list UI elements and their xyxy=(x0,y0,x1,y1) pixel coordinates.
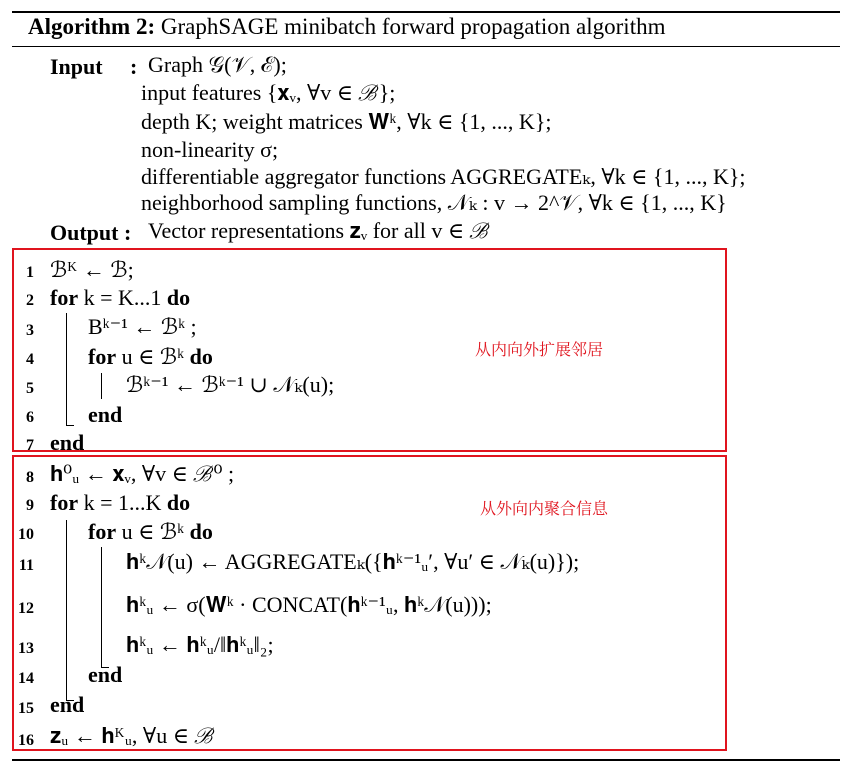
algorithm-name: GraphSAGE minibatch forward propagation algorithm xyxy=(160,14,666,39)
step-line: end xyxy=(88,662,123,687)
line-number: 12 xyxy=(18,600,34,617)
step-line: end xyxy=(50,692,85,717)
input-label: Input xyxy=(50,54,103,79)
output-label: Output : xyxy=(50,220,132,245)
input-line-5: differentiable aggregator functions AGGREGATEₖ, ∀k ∈ {1, ..., K}; xyxy=(141,164,746,189)
step-line: 𝐡⁰ᵤ ← 𝐱ᵥ, ∀v ∈ ℬ⁰ ; xyxy=(50,461,235,486)
step-line: ℬᴷ ← ℬ; xyxy=(50,257,134,282)
input-line-1: Graph 𝒢(𝒱, ℰ); xyxy=(148,52,287,77)
input-line-4: non-linearity σ; xyxy=(141,137,279,162)
indent-bar-inner1 xyxy=(101,373,102,399)
step-line: end xyxy=(88,402,123,427)
line-number: 2 xyxy=(26,292,34,309)
line-number: 15 xyxy=(18,700,34,717)
step-line: Bᵏ⁻¹ ← ℬᵏ ; xyxy=(88,314,197,339)
line-number: 5 xyxy=(26,380,34,397)
annotation-aggregate: 从外向内聚合信息 xyxy=(480,499,609,518)
indent-bar-inner2 xyxy=(101,547,102,667)
line-number: 6 xyxy=(26,409,34,426)
step-line: 𝐡ᵏᵤ ← σ(𝐖ᵏ · CONCAT(𝐡ᵏ⁻¹ᵤ, 𝐡ᵏ𝒩(u))); xyxy=(126,592,492,617)
line-number: 16 xyxy=(18,732,34,749)
input-line-6: neighborhood sampling functions, 𝒩ₖ : v → 2^𝒱, ∀k ∈ {1, ..., K} xyxy=(141,190,727,215)
top-rule xyxy=(12,11,840,13)
input-colon: : xyxy=(130,54,138,79)
line-number: 14 xyxy=(18,670,34,687)
step-line: 𝐳ᵤ ← 𝐡ᴷᵤ, ∀u ∈ ℬ xyxy=(50,723,215,748)
line-number: 1 xyxy=(26,264,34,281)
bottom-rule xyxy=(12,759,840,761)
step-line: for u ∈ ℬᵏ do xyxy=(88,344,213,369)
step-line: 𝐡ᵏ𝒩(u) ← AGGREGATEₖ({𝐡ᵏ⁻¹ᵤ′, ∀u′ ∈ 𝒩ₖ(u)}); xyxy=(126,549,580,574)
indent-bar-loop2 xyxy=(66,520,67,700)
indent-tick-loop1 xyxy=(66,425,74,426)
line-number: 11 xyxy=(18,557,34,574)
line-number: 9 xyxy=(26,497,34,514)
input-line-3: depth K; weight matrices 𝐖ᵏ, ∀k ∈ {1, ..., K}; xyxy=(141,109,552,134)
algorithm-title xyxy=(28,14,665,40)
line-number: 13 xyxy=(18,640,34,657)
line-number: 4 xyxy=(26,351,34,368)
step-line: for u ∈ ℬᵏ do xyxy=(88,519,213,544)
line-number: 7 xyxy=(26,437,34,454)
step-line: for k = K...1 do xyxy=(50,285,191,310)
annotation-expand: 从内向外扩展邻居 xyxy=(475,340,604,359)
line-number: 3 xyxy=(26,322,34,339)
step-line: ℬᵏ⁻¹ ← ℬᵏ⁻¹ ∪ 𝒩ₖ(u); xyxy=(126,372,335,397)
line-number: 8 xyxy=(26,469,34,486)
line-number: 10 xyxy=(18,526,34,543)
step-line: for k = 1...K do xyxy=(50,490,191,515)
step-line: end xyxy=(50,430,85,455)
input-line-2: input features {𝐱ᵥ, ∀v ∈ ℬ}; xyxy=(141,80,396,105)
output-text: Vector representations 𝐳ᵥ for all v ∈ ℬ xyxy=(148,218,490,243)
algorithm-label: Algorithm 2: xyxy=(28,14,156,39)
header-rule xyxy=(12,46,840,47)
step-line: 𝐡ᵏᵤ ← 𝐡ᵏᵤ/‖𝐡ᵏᵤ‖₂; xyxy=(126,632,274,657)
indent-bar-loop1 xyxy=(66,313,67,425)
